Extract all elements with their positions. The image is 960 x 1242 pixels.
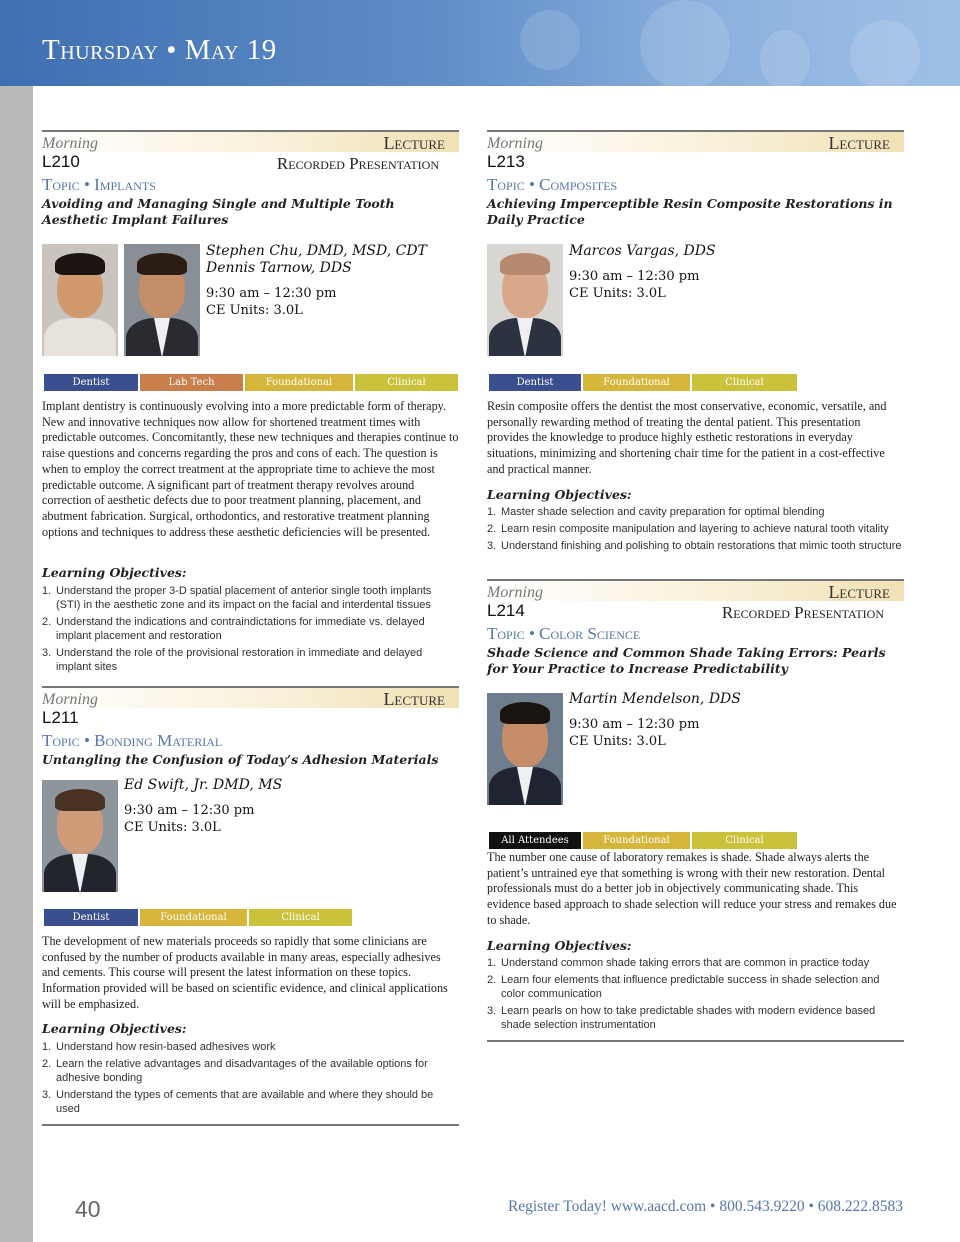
objective-item: 2. Understand the indications and contraindictations for immediate vs. delayed implant placement and restoration: [42, 616, 425, 642]
speaker-photo-ed-swift: [42, 780, 118, 892]
course-description: Implant dentistry is continuously evolving into a more predictable form of therapy. New and innovative techniques now allow for shortened treatment times with predictable outcomes. Concomitantly, these new techniques and therapies continue to raise questions and concerns regarding the pros and cons of each. The question is when to employ the correct treatment at the appropriate time to achieve the most predictable outcome. A significant part of treatment therapy revolves around correction of aesthetic defects due to poor treatment planning, placement, and abutment fabrication. Surgical, orthodontics, and restorative treatment planning options and techniques to address these aesthetic deficiencies will be presented.: [42, 399, 459, 539]
banner-figure-decoration: [760, 30, 810, 86]
course-description: The number one cause of laboratory remakes is shade. Shade always alerts the patient’s untrained eye that something is wrong with their new restoration. Dental professionals must do a better job in objectively communicating shade. This evidence based approach to shade selection will reduce your stress and remakes due to shade.: [487, 850, 897, 927]
course-description: The development of new materials proceeds so rapidly that some clinicians are confused by the number of products available in many areas, especially adhesives and cements. This course will present the latest information on these topics. Information provided will be based on scientific evidence, and clinical applications will be emphasized.: [42, 934, 448, 1011]
session-topic: Topic • Composites: [487, 175, 618, 194]
objective-item: 1. Understand how resin-based adhesives work: [42, 1041, 276, 1053]
banner-figure-decoration: [640, 0, 730, 86]
session-code: L213: [487, 152, 525, 171]
recorded-presentation-label: Recorded Presentation: [276, 154, 439, 173]
tag-clinical: Clinical: [692, 832, 797, 849]
session-period: Morning: [42, 135, 98, 152]
objective-item: 2. Learn the relative advantages and disadvantages of the available options for adhesive bonding: [42, 1058, 428, 1084]
session-topic: Topic • Implants: [42, 175, 156, 194]
session-format: Lecture: [828, 133, 890, 153]
audience-tags: [44, 374, 460, 391]
section-divider: [42, 1124, 459, 1126]
learning-objectives-heading: Learning Objectives:: [42, 1021, 187, 1036]
learning-objectives-heading: Learning Objectives:: [42, 565, 187, 580]
objective-item: 2. Learn four elements that influence predictable success in shade selection and color communication: [487, 974, 880, 1000]
ce-units: CE Units: 3.0L: [124, 820, 221, 835]
tag-foundational: Foundational: [140, 909, 247, 926]
speaker-photo-marcos-vargas: [487, 244, 563, 356]
session-topic: Topic • Bonding Material: [42, 731, 223, 750]
recorded-presentation-label: Recorded Presentation: [721, 603, 884, 622]
audience-tags: [44, 909, 354, 926]
audience-tags: [489, 832, 799, 849]
objective-item: 3. Understand finishing and polishing to obtain restorations that mimic tooth structure: [487, 540, 902, 552]
session-header-bar: [487, 579, 904, 601]
objective-item: 2. Learn resin composite manipulation and layering to achieve natural tooth vitality: [487, 523, 889, 535]
section-divider: [487, 1040, 904, 1042]
banner-figure-decoration: [520, 10, 580, 70]
tag-dentist: Dentist: [44, 909, 138, 926]
speaker-name: Martin Mendelson, DDS: [569, 691, 741, 707]
page-number: 40: [75, 1196, 101, 1222]
audience-tags: [489, 374, 799, 391]
learning-objectives-heading: Learning Objectives:: [487, 487, 632, 502]
objective-item: 1. Understand common shade taking errors that are common in practice today: [487, 957, 870, 969]
ce-units: CE Units: 3.0L: [569, 734, 666, 749]
session-time: 9:30 am – 12:30 pm: [569, 269, 700, 284]
speaker-name: Dennis Tarnow, DDS: [206, 260, 352, 276]
session-format: Lecture: [828, 582, 890, 602]
banner-figure-decoration: [850, 20, 920, 86]
registration-contact: Register Today! www.aacd.com • 800.543.9220 • 608.222.8583: [507, 1198, 903, 1215]
course-title: Achieving Imperceptible Resin Composite Restorations in Daily Practice: [487, 196, 893, 227]
course-title: Shade Science and Common Shade Taking Errors: Pearls for Your Practice to Increase Predictability: [487, 645, 886, 676]
learning-objectives-list: [42, 1040, 447, 1119]
session-header-bar: [487, 130, 904, 152]
session-l211: [42, 686, 459, 768]
tag-foundational: Foundational: [245, 374, 353, 391]
session-code: L214: [487, 601, 525, 620]
ce-units: CE Units: 3.0L: [569, 286, 666, 301]
session-time: 9:30 am – 12:30 pm: [124, 803, 255, 818]
session-header-bar: [42, 686, 459, 708]
tag-foundational: Foundational: [583, 832, 690, 849]
tag-clinical: Clinical: [249, 909, 352, 926]
session-period: Morning: [42, 691, 98, 708]
speaker-name: Ed Swift, Jr. DMD, MS: [124, 777, 283, 793]
page-header-banner: [0, 0, 960, 86]
session-format: Lecture: [383, 133, 445, 153]
tag-lab-tech: Lab Tech: [140, 374, 243, 391]
session-code: L211: [42, 708, 79, 727]
ce-units: CE Units: 3.0L: [206, 303, 303, 318]
page-title: Thursday • May 19: [42, 34, 277, 66]
speaker-name: Stephen Chu, DMD, MSD, CDT: [206, 243, 427, 259]
tag-dentist: Dentist: [44, 374, 138, 391]
session-header-bar: [42, 130, 459, 152]
course-title: Untangling the Confusion of Today’s Adhesion Materials: [42, 752, 439, 767]
session-topic: Topic • Color Science: [487, 624, 641, 643]
tag-foundational: Foundational: [583, 374, 690, 391]
session-time: 9:30 am – 12:30 pm: [569, 717, 700, 732]
learning-objectives-heading: Learning Objectives:: [487, 938, 632, 953]
session-l214: [487, 579, 904, 677]
tag-clinical: Clinical: [355, 374, 458, 391]
course-description: Resin composite offers the dentist the most conservative, economic, versatile, and personally rewarding method of treating the dental patient. This presentation provides the knowledge to produce highly esthetic restorations in everyday situations, minimizing and shortening chair time for the patient in a cost-effective and practical manner.: [487, 399, 887, 476]
course-title: Avoiding and Managing Single and Multiple Tooth Aesthetic Implant Failures: [42, 196, 395, 227]
session-l213: [487, 130, 904, 228]
session-l210: [42, 130, 459, 228]
session-period: Morning: [487, 135, 543, 152]
learning-objectives-list: [487, 956, 897, 1035]
objective-item: 3. Understand the types of cements that are available and where they should be used: [42, 1089, 434, 1115]
session-time: 9:30 am – 12:30 pm: [206, 286, 337, 301]
objective-item: 3. Learn pearls on how to take predictable shades with modern evidence based shade selection instrumentation: [487, 1005, 876, 1031]
session-format: Lecture: [383, 689, 445, 709]
left-margin-bar: [0, 86, 33, 1242]
tag-dentist: Dentist: [489, 374, 581, 391]
speaker-photo-stephen-chu: [42, 244, 118, 356]
tag-clinical: Clinical: [692, 374, 797, 391]
learning-objectives-list: [42, 584, 452, 677]
objective-item: 1. Master shade selection and cavity preparation for optimal blending: [487, 506, 825, 518]
speaker-photo-dennis-tarnow: [124, 244, 200, 356]
session-code: L210: [42, 152, 80, 171]
speaker-name: Marcos Vargas, DDS: [569, 243, 716, 259]
tag-all-attendees: All Attendees: [489, 832, 581, 849]
objective-item: 1. Understand the proper 3-D spatial placement of anterior single tooth implants (STI) in the aesthetic zone and its impact on the facial and interdental tissues: [42, 585, 432, 611]
objective-item: 3. Understand the role of the provisional restoration in immediate and delayed implant sites: [42, 647, 423, 673]
session-period: Morning: [487, 584, 543, 601]
speaker-photo-martin-mendelson: [487, 693, 563, 805]
learning-objectives-list: [487, 505, 902, 556]
